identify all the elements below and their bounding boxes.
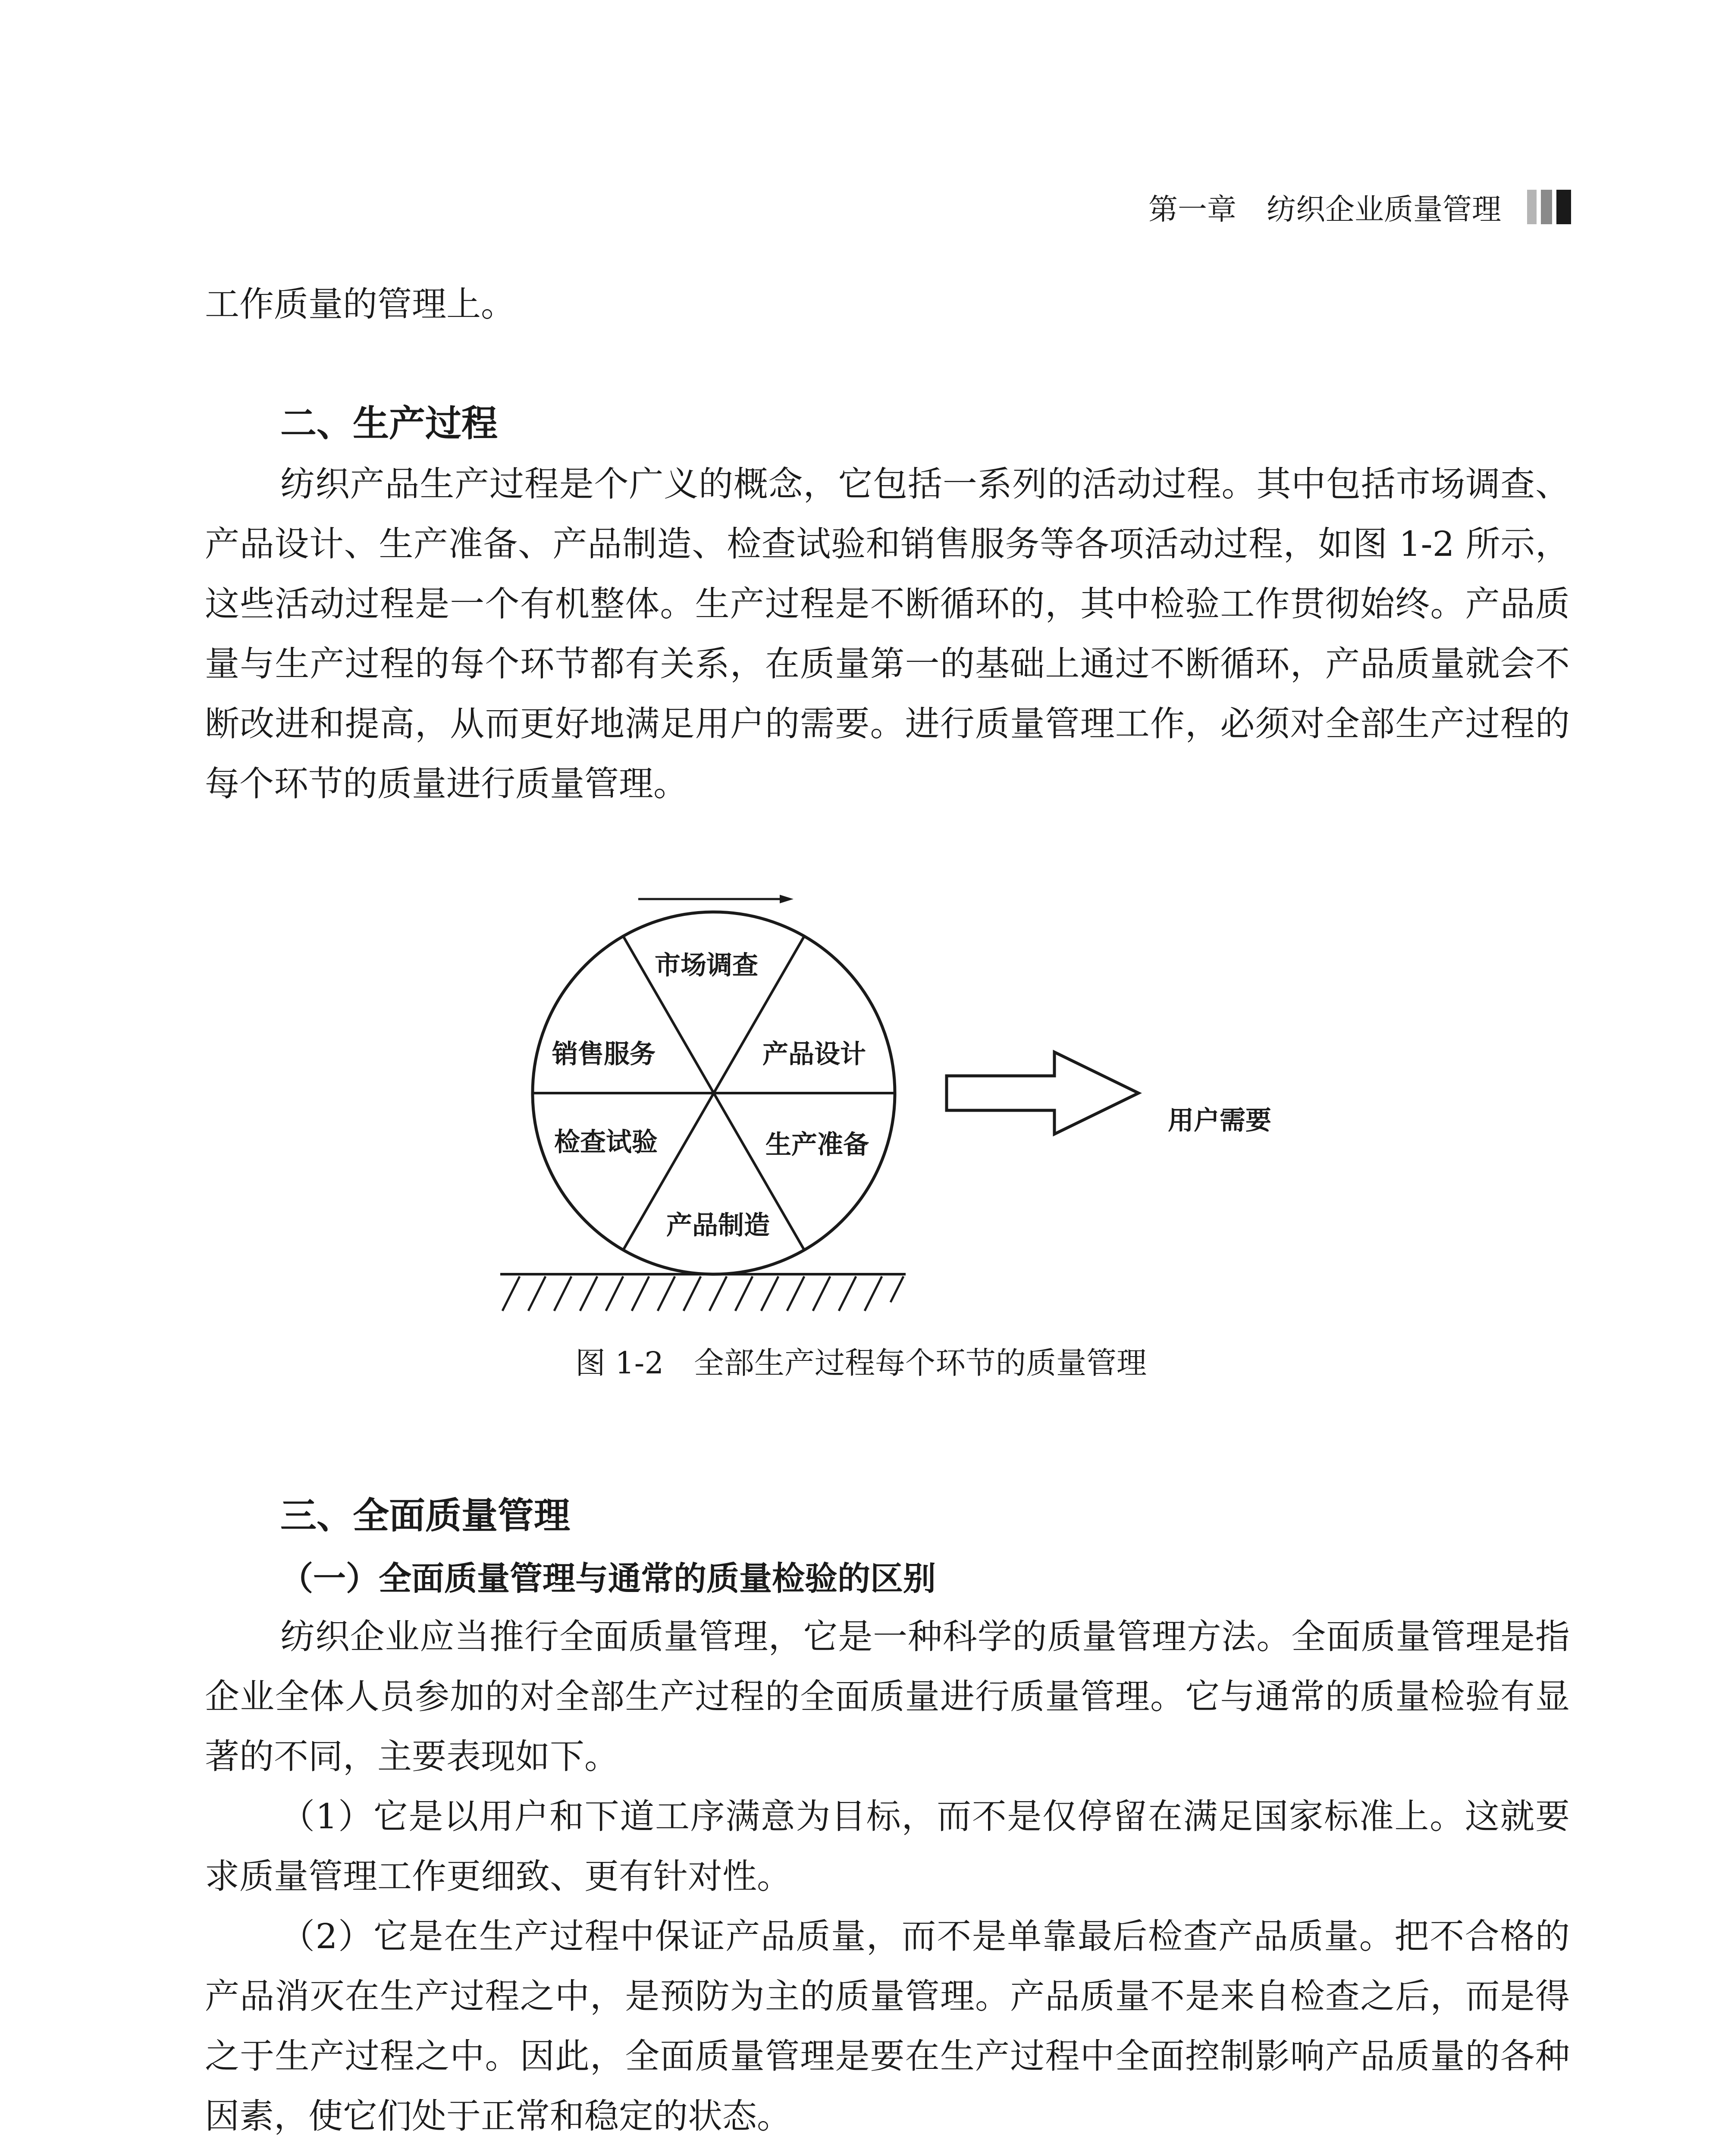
subheading-tqm-vs-inspection: （一）全面质量管理与通常的质量检验的区别 — [280, 1559, 936, 1598]
segment-market-research: 市场调查 — [655, 950, 758, 981]
figure-caption-text: 全部生产过程每个环节的质量管理 — [693, 1345, 1147, 1381]
tqm-intro-paragraph: 纺织企业应当推行全面质量管理，它是一种科学的质量管理方法。全面质量管理是指企业全体人员参加的对全部生产过程的全面质量进行质量管理。它与通常的质量检验有显著的不同，主要表现如下。 — [205, 1617, 1570, 1777]
figure-caption — [0, 1339, 1722, 1382]
figure-production-cycle — [492, 875, 1337, 1363]
carryover-paragraph: 工作质量的管理上。 — [205, 284, 515, 324]
segment-inspection-testing: 检查试验 — [554, 1127, 658, 1157]
segment-product-design: 产品设计 — [762, 1039, 866, 1069]
ground-hatching — [502, 1276, 903, 1311]
section-heading-production-process: 二、生产过程 — [280, 402, 498, 445]
section-heading-total-quality-management: 三、全面质量管理 — [280, 1494, 571, 1537]
production-process-paragraph: 纺织产品生产过程是个广义的概念，它包括一系列的活动过程。其中包括市场调查、产品设计、生产准备、产品制造、检查试验和销售服务等各项活动过程，如图 1-2 所示，这些活动过程是一个有机整体。生产过程是不断循环的，其中检验工作贯彻始终。产品质量与生产过程的每个环节都有关系，在质量第一的基础上通过不断循环，产品质量就会不断改进和提高，从而更好地满足用户的需要。进行质量管理工作，必须对全部生产过程的每个环节的质量进行质量管理。 — [205, 464, 1570, 804]
running-header — [1148, 186, 1571, 228]
segment-manufacturing: 产品制造 — [666, 1210, 770, 1241]
tqm-point-1-paragraph: （1）它是以用户和下道工序满意为目标，而不是仅停留在满足国家标准上。这就要求质量管理工作更细致、更有针对性。 — [205, 1796, 1570, 1896]
segment-sales-service: 销售服务 — [552, 1039, 656, 1069]
chapter-label: 第一章 — [1148, 192, 1236, 227]
tqm-point-2-paragraph: （2）它是在生产过程中保证产品质量，而不是单靠最后检查产品质量。把不合格的产品消灭在生产过程之中，是预防为主的质量管理。产品质量不是来自检查之后，而是得之于生产过程之中。因此，全面质量管理是要在生产过程中全面控制影响产品质量的各种因素，使它们处于正常和稳定的状态。 — [205, 1916, 1570, 2136]
user-needs-arrow — [947, 1052, 1139, 1134]
segment-production-prep: 生产准备 — [765, 1130, 869, 1160]
chapter-title: 纺织企业质量管理 — [1266, 192, 1501, 227]
user-needs-label: 用户需要 — [1168, 1106, 1271, 1136]
header-bars-decoration — [1523, 190, 1571, 224]
tqm-point-3-paragraph — [205, 2146, 1570, 2156]
rotation-arrow-head — [780, 895, 794, 903]
figure-number: 图 1-2 — [575, 1345, 664, 1381]
